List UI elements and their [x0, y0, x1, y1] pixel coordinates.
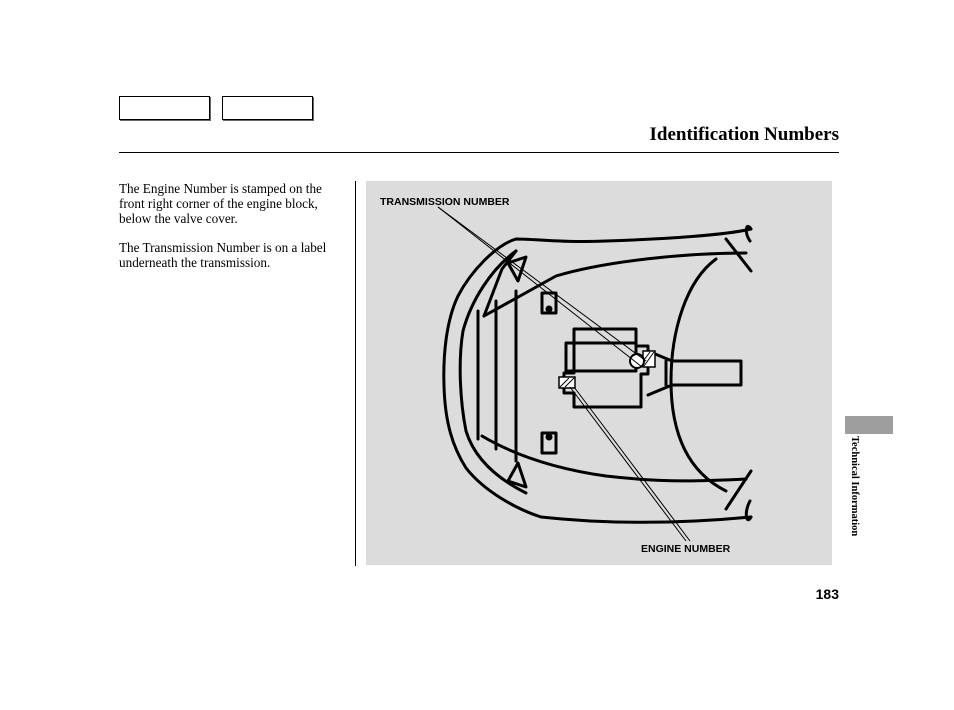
section-tab[interactable] [845, 416, 893, 434]
body-text [119, 181, 341, 284]
engine-number-paragraph: The Engine Number is stamped on the front right corner of the engine block, below the valve cover. [119, 181, 322, 226]
nav-button-next[interactable] [222, 96, 313, 120]
page-number: 183 [815, 586, 839, 602]
title-divider [119, 152, 839, 153]
section-label: Technical Information [849, 436, 860, 537]
page-title: Identification Numbers [649, 124, 839, 145]
column-divider [355, 181, 356, 566]
engine-number-callout: ENGINE NUMBER [641, 543, 731, 555]
nav-button-previous[interactable] [119, 96, 210, 120]
transmission-number-paragraph: The Transmission Number is on a label underneath the transmission. [119, 240, 327, 270]
engine-bay-drawing [366, 181, 832, 565]
transmission-number-callout: TRANSMISSION NUMBER [380, 196, 510, 208]
engine-illustration [366, 181, 832, 565]
